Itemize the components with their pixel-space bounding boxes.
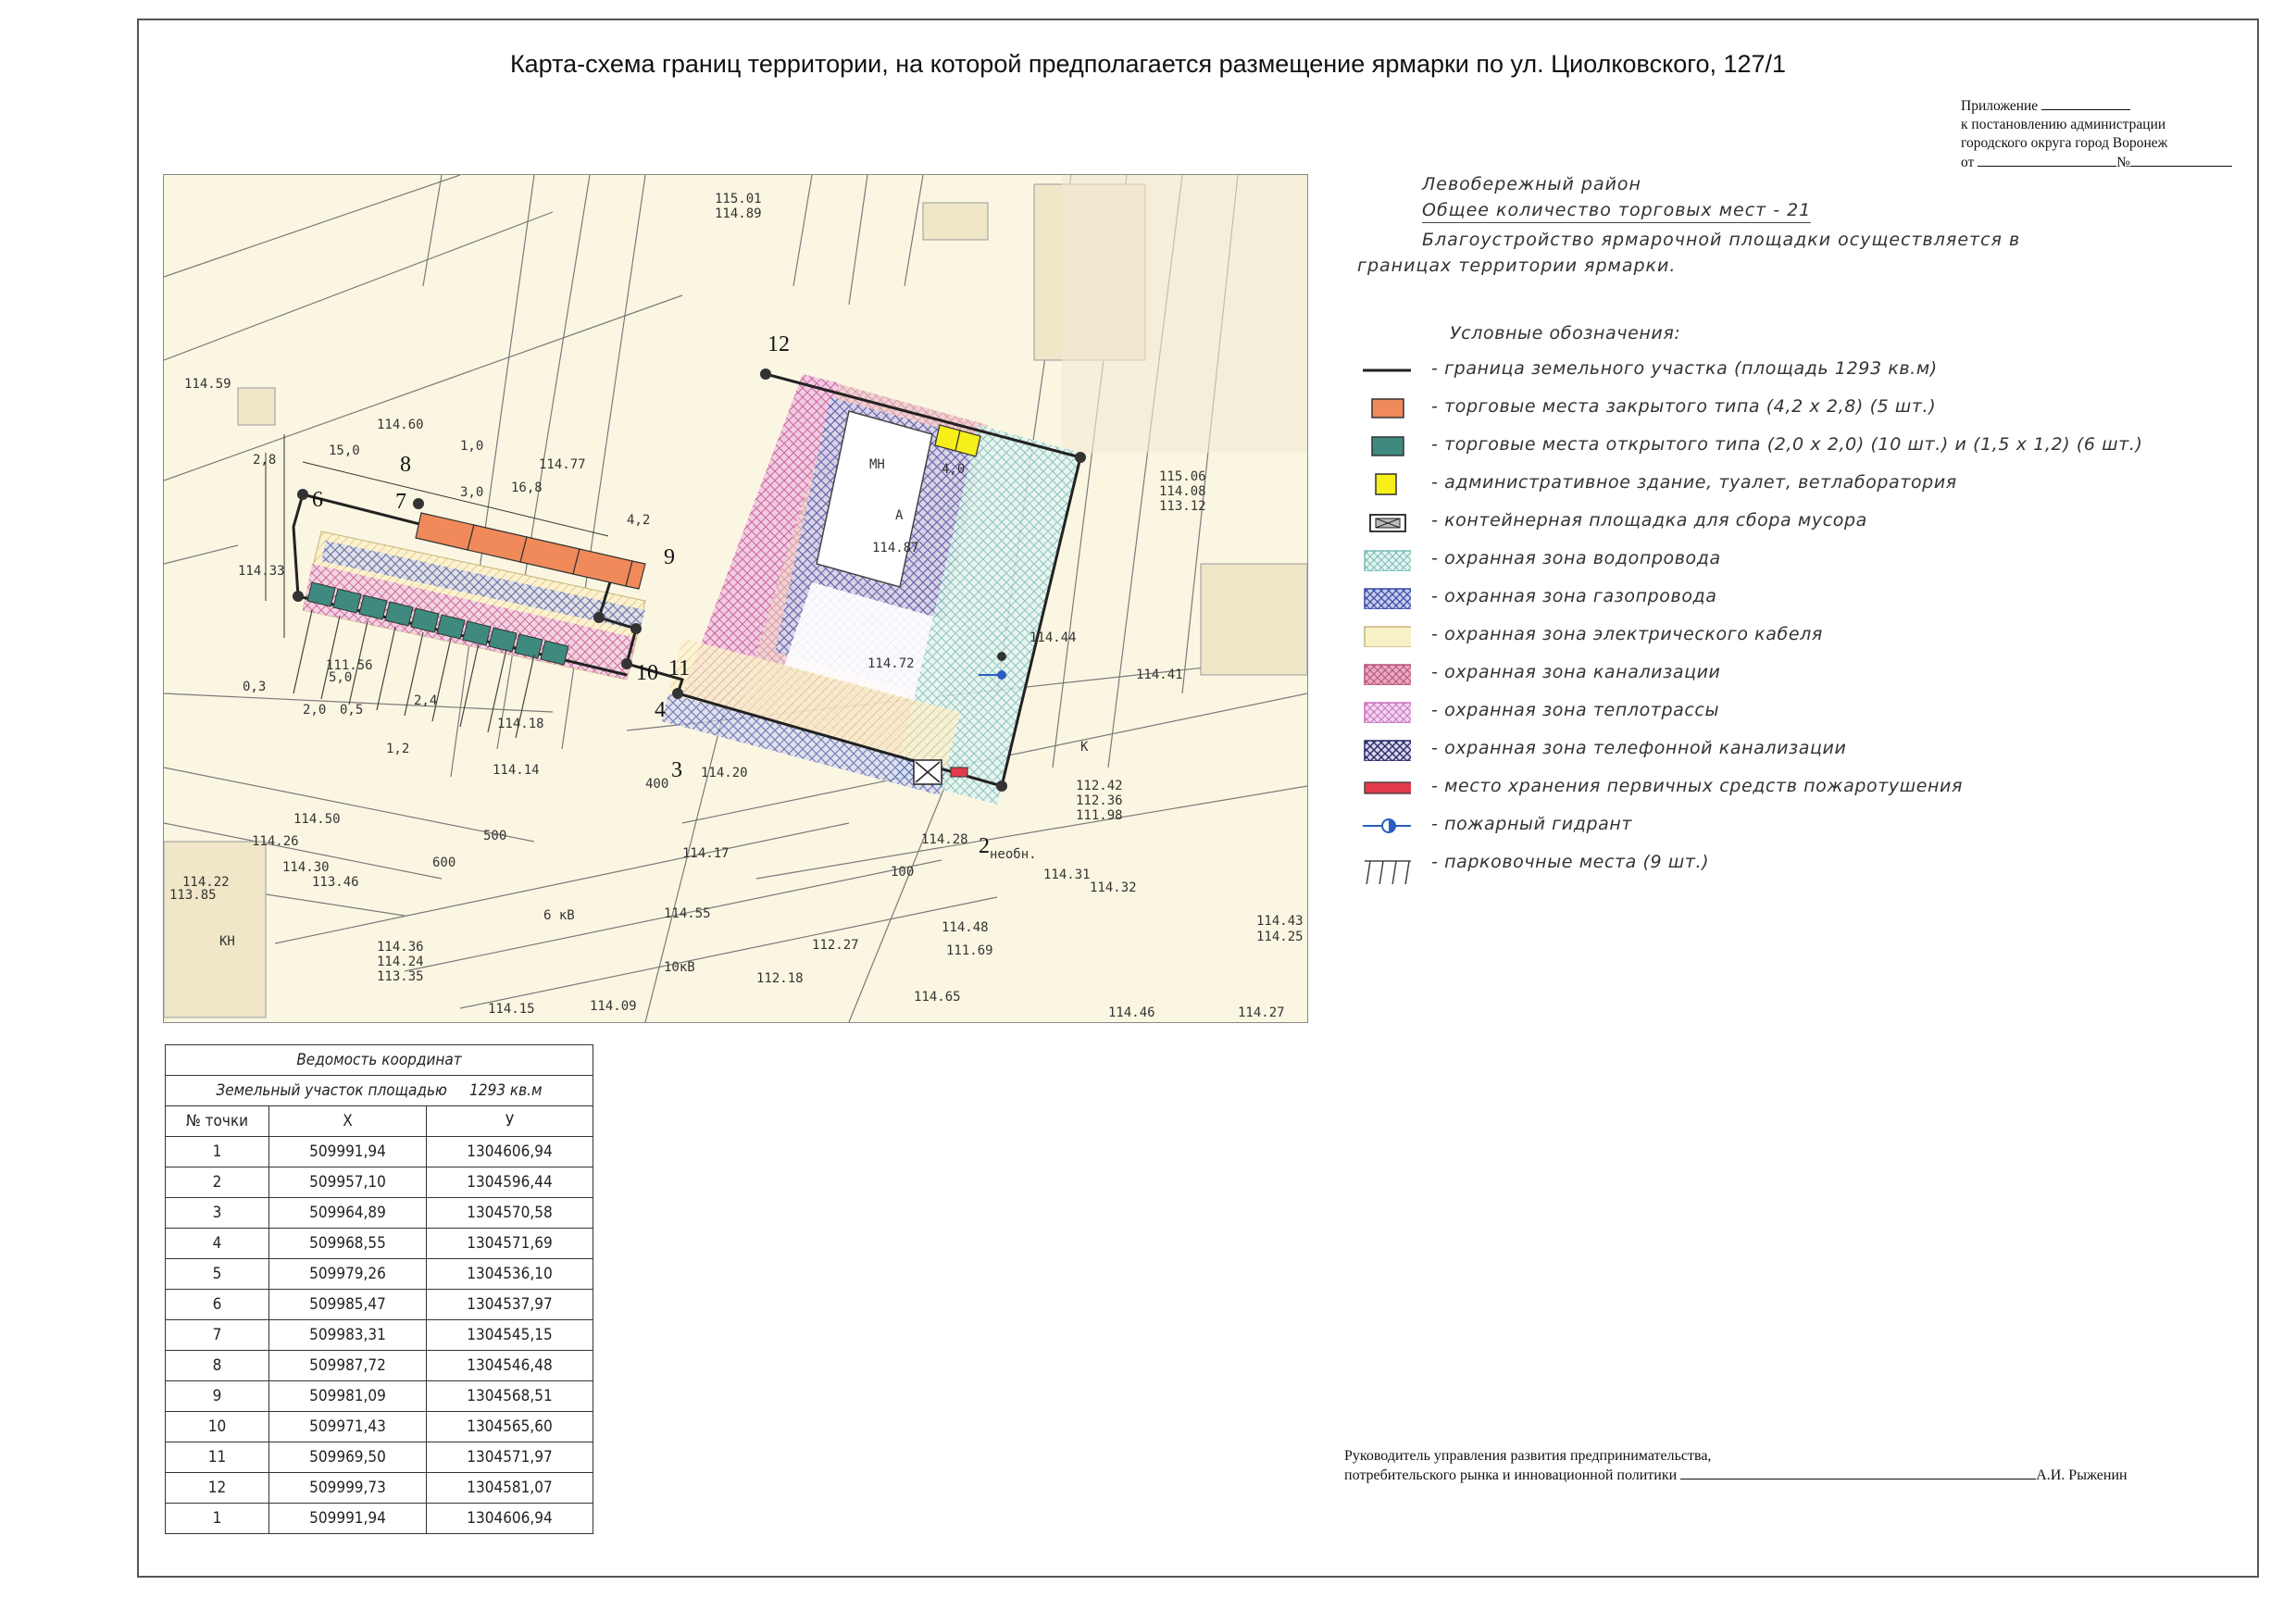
dim-label: 2,0 — [303, 703, 327, 718]
cell-y: 1304537,97 — [427, 1290, 593, 1320]
cell-number: 1 — [166, 1137, 269, 1167]
elevation-label: 114.09 — [590, 999, 637, 1014]
legend-label: - торговые места закрытого типа (4,2 х 2,8) (5 шт.) — [1431, 396, 1937, 417]
point-label-3: 3 — [671, 758, 682, 782]
cell-x: 509968,55 — [269, 1229, 427, 1259]
elevation-label: 114.77 — [539, 457, 586, 472]
elevation-label: 114.44 — [1029, 630, 1077, 645]
date-blank — [1978, 153, 2116, 167]
cell-x: 509999,73 — [269, 1473, 427, 1504]
elevation-label: 113.12 — [1159, 499, 1206, 514]
elevation-label: 113.35 — [377, 969, 424, 984]
dim-label: 0,5 — [340, 703, 364, 718]
appendix-from: от — [1961, 155, 1975, 170]
elevation-label: 113.46 — [312, 875, 359, 890]
cell-number: 12 — [166, 1473, 269, 1504]
cell-number: 7 — [166, 1320, 269, 1351]
district-label: Левобережный район — [1422, 174, 1641, 194]
legend-label: - контейнерная площадка для сбора мусора — [1431, 510, 1867, 531]
legend-item-phone-zone — [1357, 736, 2246, 764]
point-label-10: 10 — [636, 661, 658, 685]
elevation-label: 114.22 — [182, 875, 230, 890]
col-header-x: X — [269, 1106, 427, 1137]
cell-y: 1304565,60 — [427, 1412, 593, 1442]
col-header-y: У — [427, 1106, 593, 1137]
elevation-label: 115.06 — [1159, 469, 1206, 484]
elevation-label: 114.17 — [682, 846, 730, 861]
table-row — [166, 1351, 593, 1381]
table-row — [166, 1473, 593, 1504]
elevation-label: 114.41 — [1136, 668, 1183, 682]
elevation-label: 114.27 — [1238, 1005, 1285, 1020]
elevation-label: 114.46 — [1108, 1005, 1155, 1020]
elevation-label: 114.87 — [872, 541, 919, 556]
appendix-line2: к постановлению администрации — [1961, 117, 2166, 132]
cell-x: 509981,09 — [269, 1381, 427, 1412]
dim-label: 4,2 — [627, 513, 651, 528]
signature-block — [1344, 1446, 2128, 1485]
table-row — [166, 1167, 593, 1198]
elevation-label: 114.25 — [1256, 930, 1304, 944]
cell-x: 509987,72 — [269, 1351, 427, 1381]
legend-label: - охранная зона канализации — [1431, 662, 1721, 682]
elevation-label: 114.14 — [493, 763, 540, 778]
cell-x: 509991,94 — [269, 1504, 427, 1534]
appendix-blank — [2041, 96, 2130, 110]
map-text-label: 100 — [891, 865, 915, 880]
map-text-label: К — [1080, 740, 1089, 755]
cell-x: 509964,89 — [269, 1198, 427, 1229]
cell-x: 509983,31 — [269, 1320, 427, 1351]
elevation-label: 114.18 — [497, 717, 544, 731]
elevation-label: 111.98 — [1076, 808, 1123, 823]
dim-label: 2,4 — [414, 693, 438, 708]
signer-name: А.И. Рыженин — [2036, 1467, 2128, 1483]
legend-label: - охранная зона теплотрассы — [1431, 700, 1720, 720]
legend-item-boundary — [1357, 356, 2246, 384]
legend-label: - охранная зона водопровода — [1431, 548, 1721, 568]
map-text-label: А — [895, 508, 904, 523]
elevation-label: 114.30 — [282, 860, 330, 875]
cell-number: 8 — [166, 1351, 269, 1381]
appendix-line3: городского округа город Воронеж — [1961, 135, 2168, 151]
point-label-7: 7 — [395, 490, 406, 514]
point-label-6: 6 — [312, 488, 323, 512]
legend-item-open-stalls — [1357, 432, 2246, 460]
appendix-no: № — [2116, 155, 2130, 170]
signature-line2: потребительского рынка и инновационной политики — [1344, 1467, 1678, 1483]
table-row — [166, 1229, 593, 1259]
dim-label: 15,0 — [329, 443, 360, 458]
dim-label: 0,3 — [243, 680, 267, 694]
elevation-label: 113.85 — [169, 888, 217, 903]
elevation-label: 114.50 — [293, 812, 341, 827]
dim-label: 1,0 — [460, 439, 484, 454]
cell-y: 1304596,44 — [427, 1167, 593, 1198]
cable-zone-icon — [1363, 625, 1411, 647]
map-text-label: МН — [869, 457, 885, 472]
dim-label: 4,0 — [942, 462, 966, 477]
orange-box-icon — [1363, 397, 1411, 419]
yellow-box-icon — [1363, 473, 1411, 495]
cell-x: 509957,10 — [269, 1167, 427, 1198]
cell-y: 1304606,94 — [427, 1137, 593, 1167]
elevation-label: 112.36 — [1076, 793, 1123, 808]
legend-item-cable-zone — [1357, 622, 2246, 650]
map-text-label: 400 — [645, 777, 669, 792]
sewer-zone-icon — [1363, 663, 1411, 685]
dim-label: 3,0 — [460, 485, 484, 500]
table-subtitle — [166, 1076, 593, 1106]
point-label-4: 4 — [655, 698, 666, 722]
signature-blank — [1680, 1466, 2036, 1479]
cell-number: 4 — [166, 1229, 269, 1259]
map-text-label: КН — [219, 934, 235, 949]
elevation-label: 114.72 — [867, 656, 915, 671]
elevation-label: 114.24 — [377, 955, 424, 969]
table-row — [166, 1198, 593, 1229]
legend-label: - административное здание, туалет, ветлаборатория — [1431, 472, 1957, 493]
elevation-label: 114.65 — [914, 990, 961, 1005]
page-title: Карта-схема границ территории, на которой предполагается размещение ярмарки по ул. Циолковского, 127/1 — [509, 50, 1787, 78]
point-label-9: 9 — [664, 545, 675, 569]
legend-item-closed-stalls — [1357, 394, 2246, 422]
table-row — [166, 1320, 593, 1351]
site-map — [163, 174, 1308, 1023]
elevation-label: 114.32 — [1090, 880, 1137, 895]
cell-number: 10 — [166, 1412, 269, 1442]
table-row — [166, 1381, 593, 1412]
point-label-11: 11 — [668, 656, 691, 680]
elevation-label: 114.55 — [664, 906, 711, 921]
point-label-12: 12 — [767, 332, 790, 356]
elevation-label: 114.89 — [715, 206, 762, 221]
legend-item-sewer-zone — [1357, 660, 2246, 688]
elevation-label: 112.18 — [756, 971, 804, 986]
cell-y: 1304545,15 — [427, 1320, 593, 1351]
elevation-label: 114.60 — [377, 418, 424, 432]
dim-label: 5,0 — [329, 670, 353, 685]
elevation-label: 114.20 — [701, 766, 748, 780]
legend-label: - место хранения первичных средств пожаротушения — [1431, 776, 1964, 796]
cell-number: 11 — [166, 1442, 269, 1473]
cell-number: 6 — [166, 1290, 269, 1320]
legend-title: Условные обозначения: — [1450, 323, 1681, 343]
elevation-label: 114.59 — [184, 377, 231, 392]
legend-item-water-zone — [1357, 546, 2246, 574]
elevation-label: 111.69 — [946, 943, 993, 958]
elevation-label: 114.28 — [921, 832, 968, 847]
cell-y: 1304606,94 — [427, 1504, 593, 1534]
map-text-label: 10кВ — [664, 960, 695, 975]
phone-zone-icon — [1363, 739, 1411, 761]
elevation-label: 114.43 — [1256, 914, 1304, 929]
elevation-label: 114.08 — [1159, 484, 1206, 499]
cell-y: 1304571,69 — [427, 1229, 593, 1259]
table-row — [166, 1504, 593, 1534]
legend-label: - парковочные места (9 шт.) — [1431, 852, 1710, 872]
appendix-block — [1961, 96, 2276, 172]
elevation-label: 114.31 — [1043, 868, 1091, 882]
legend-label: - пожарный гидрант — [1431, 814, 1633, 834]
elevation-label: 114.26 — [252, 834, 299, 849]
legend-item-admin — [1357, 470, 2246, 498]
legend-label: - граница земельного участка (площадь 1293 кв.м) — [1431, 358, 1938, 379]
legend-item-gas-zone — [1357, 584, 2246, 612]
table-title: Ведомость координат — [166, 1045, 593, 1076]
heat-zone-icon — [1363, 701, 1411, 723]
parking-icon — [1363, 853, 1411, 884]
map-text-label: 500 — [483, 829, 507, 843]
elevation-label: 114.48 — [942, 920, 989, 935]
cell-y: 1304571,97 — [427, 1442, 593, 1473]
cell-number: 9 — [166, 1381, 269, 1412]
stall-count-label: Общее количество торговых мест - 21 — [1422, 200, 1811, 223]
elevation-label: 114.15 — [488, 1002, 535, 1017]
subtitle-right: 1293 кв.м — [469, 1081, 543, 1100]
cell-number: 2 — [166, 1167, 269, 1198]
point-label-2: 2 — [979, 834, 990, 858]
cell-x: 509969,50 — [269, 1442, 427, 1473]
improvement-note-2: границах территории ярмарки. — [1357, 256, 1677, 276]
legend-label: - охранная зона газопровода — [1431, 586, 1717, 606]
water-zone-icon — [1363, 549, 1411, 571]
table-row — [166, 1259, 593, 1290]
table-row — [166, 1137, 593, 1167]
point-label-8: 8 — [400, 453, 411, 477]
map-text-label: необн. — [990, 847, 1037, 862]
hydrant-icon — [1363, 815, 1411, 837]
cell-y: 1304536,10 — [427, 1259, 593, 1290]
boundary-line-icon — [1363, 359, 1411, 381]
dim-label: 1,2 — [386, 742, 410, 756]
map-text-label: 600 — [432, 855, 456, 870]
coordinates-table — [165, 1044, 593, 1534]
signature-line1: Руководитель управления развития предпринимательства, — [1344, 1448, 1712, 1464]
table-row — [166, 1290, 593, 1320]
elevation-label: 114.33 — [238, 564, 285, 579]
cell-y: 1304581,07 — [427, 1473, 593, 1504]
cell-number: 5 — [166, 1259, 269, 1290]
dim-label: 2,8 — [253, 453, 277, 468]
cell-x: 509979,26 — [269, 1259, 427, 1290]
legend-item-hydrant — [1357, 812, 2246, 840]
cell-x: 509991,94 — [269, 1137, 427, 1167]
legend-label: - охранная зона телефонной канализации — [1431, 738, 1847, 758]
number-blank — [2130, 153, 2232, 167]
fire-box-icon — [1363, 777, 1411, 799]
elevation-label: 111.56 — [326, 658, 373, 673]
cell-x: 509985,47 — [269, 1290, 427, 1320]
cell-y: 1304546,48 — [427, 1351, 593, 1381]
cell-x: 509971,43 — [269, 1412, 427, 1442]
elevation-label: 115.01 — [715, 192, 762, 206]
table-row — [166, 1412, 593, 1442]
cell-number: 1 — [166, 1504, 269, 1534]
gas-zone-icon — [1363, 587, 1411, 609]
container-icon — [1363, 511, 1411, 533]
col-header-number: № точки — [166, 1106, 269, 1137]
cell-number: 3 — [166, 1198, 269, 1229]
map-text-label: 6 кВ — [543, 908, 575, 923]
cell-y: 1304568,51 — [427, 1381, 593, 1412]
legend-label: - торговые места открытого типа (2,0 х 2,0) (10 шт.) и (1,5 х 1,2) (6 шт.) — [1431, 434, 2143, 455]
table-row — [166, 1442, 593, 1473]
elevation-label: 112.42 — [1076, 779, 1123, 793]
teal-box-icon — [1363, 435, 1411, 457]
cell-y: 1304570,58 — [427, 1198, 593, 1229]
subtitle-left: Земельный участок площадью — [216, 1081, 447, 1100]
improvement-note-1: Благоустройство ярмарочной площадки осуществляется в — [1422, 230, 2021, 250]
dim-label: 16,8 — [511, 481, 543, 495]
appendix-line1: Приложение — [1961, 98, 2039, 114]
legend-item-parking — [1357, 850, 2246, 878]
elevation-label: 112.27 — [812, 938, 859, 953]
legend-item-container — [1357, 508, 2246, 536]
legend-label: - охранная зона электрического кабеля — [1431, 624, 1823, 644]
legend-item-fire — [1357, 774, 2246, 802]
legend-item-heat-zone — [1357, 698, 2246, 726]
elevation-label: 114.36 — [377, 940, 424, 955]
